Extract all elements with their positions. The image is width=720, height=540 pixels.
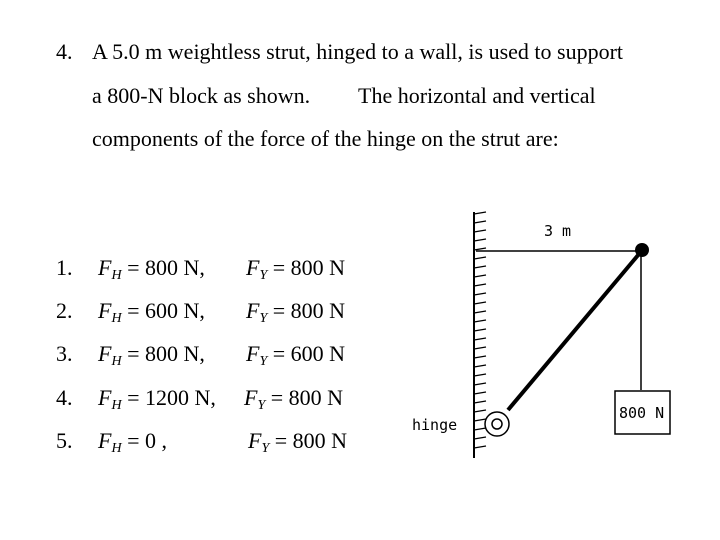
question-number: 4.: [56, 39, 73, 64]
choice-fy: $F_Y = 800$ N: [246, 298, 346, 326]
wall-hatch-mark: [474, 257, 486, 259]
wall-hatch-mark: [474, 239, 486, 241]
question-text-line-2b: The horizontal and vertical: [358, 83, 596, 108]
choice-fh: $F_H = 800$ N,: [98, 341, 205, 369]
choice-number: 3.: [56, 341, 73, 366]
wall-hatch-mark: [474, 284, 486, 286]
choice-fy: $F_Y = 600$ N: [246, 341, 346, 369]
choice-fh: $F_H = 1200$ N,: [98, 385, 216, 413]
wall-hatch-mark: [474, 248, 486, 250]
choice-fh: $F_H = 0$ ,: [98, 428, 167, 456]
wall-hatch-mark: [474, 311, 486, 313]
hinge-pin-icon: [492, 419, 502, 429]
choice-fy: $F_Y = 800$ N: [244, 385, 344, 413]
choice-number: 4.: [56, 385, 73, 410]
question-text-line-1: A 5.0 m weightless strut, hinged to a wall, is used to support: [92, 39, 624, 64]
wall-hatch-mark: [474, 374, 486, 376]
choice-fy: $F_Y = 800$ N: [248, 428, 348, 456]
wall-hatch-mark: [474, 392, 486, 394]
choice-fh: $F_H = 600$ N,: [98, 298, 205, 326]
strut-diagram: [400, 200, 700, 470]
wall-hatch-mark: [474, 446, 486, 448]
wall-hatch-mark: [474, 338, 486, 340]
wall-hatch-mark: [474, 275, 486, 277]
strut-end-joint: [635, 243, 649, 257]
wall-hatch-mark: [474, 212, 486, 214]
choice-number: 2.: [56, 298, 73, 323]
wall-hatch-mark: [474, 221, 486, 223]
wall-hatch-mark: [474, 302, 486, 304]
wall-hatch-mark: [474, 401, 486, 403]
distance-label: 3 m: [544, 222, 572, 240]
wall-hatch-mark: [474, 347, 486, 349]
wall-hatch-mark: [474, 293, 486, 295]
choice-fy: $F_Y = 800$ N: [246, 255, 346, 283]
wall-hatch-mark: [474, 320, 486, 322]
wall-hatch-mark: [474, 419, 486, 421]
hinge-outer-circle: [485, 412, 509, 436]
wall-hatch-mark: [474, 230, 486, 232]
wall-hatch-mark: [474, 266, 486, 268]
choice-number: 5.: [56, 428, 73, 453]
question-text-line-3: components of the force of the hinge on the strut are:: [92, 126, 559, 151]
wall-hatching: [474, 212, 486, 448]
wall-hatch-mark: [474, 437, 486, 439]
strut: [508, 254, 639, 410]
block-label: 800 N: [619, 404, 665, 422]
wall-hatch-mark: [474, 410, 486, 412]
wall-hatch-mark: [474, 428, 486, 430]
wall-hatch-mark: [474, 356, 486, 358]
wall-hatch-mark: [474, 383, 486, 385]
wall-hatch-mark: [474, 329, 486, 331]
wall-hatch-mark: [474, 365, 486, 367]
hinge-label: hinge: [412, 416, 458, 434]
choice-number: 1.: [56, 255, 73, 280]
choice-fh: $F_H = 800$ N,: [98, 255, 205, 283]
question-text-line-2a: a 800-N block as shown.: [92, 83, 311, 108]
